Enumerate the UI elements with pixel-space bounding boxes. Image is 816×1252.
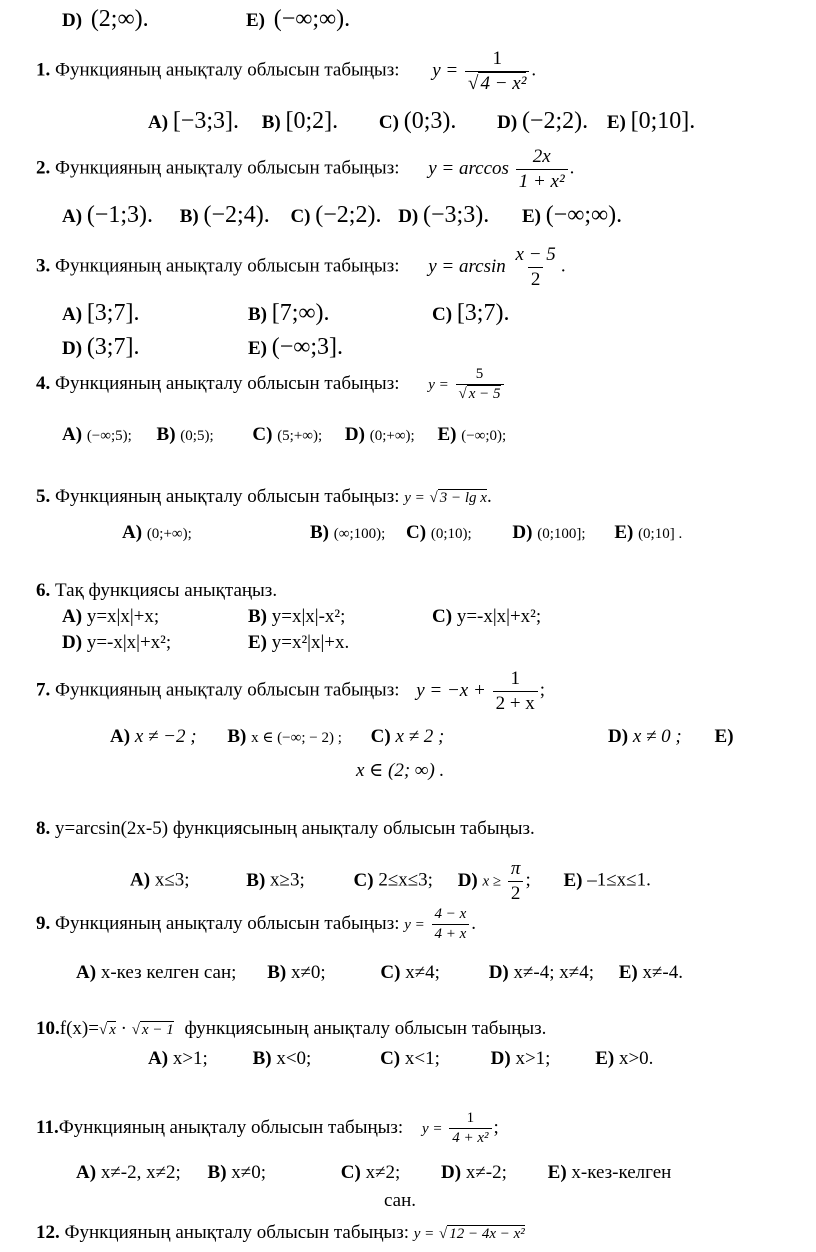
answer-a: (0;+∞); <box>146 526 192 542</box>
answer-value: (−∞;∞). <box>273 6 351 32</box>
formula-end: . <box>531 59 537 81</box>
formula-end: . <box>486 486 492 507</box>
answer-e-label: E) <box>437 424 457 445</box>
answer-a: y=x|x|+x; <box>86 606 160 627</box>
answer-d-label: D) <box>488 962 509 983</box>
answer-b-label: B) <box>261 112 281 133</box>
answer-e: x≠-4. <box>642 962 684 983</box>
question-text: Функцияның анықталу облысын табыңыз: <box>55 679 400 701</box>
answer-c: x<1; <box>404 1048 440 1069</box>
answer-d: (3;7]. <box>86 334 140 360</box>
formula-lhs: y = arccos <box>428 157 509 179</box>
answers-7e <box>356 760 444 782</box>
question-text: y=arcsin(2x-5) функциясының анықталу облысын табыңыз. <box>55 818 535 839</box>
answers-4 <box>62 424 506 446</box>
numerator: 4 − x <box>434 906 467 922</box>
answer-c: (−2;2). <box>315 202 382 228</box>
answer-b: [7;∞). <box>271 300 330 326</box>
answer-e-label: E) <box>521 206 541 227</box>
answer-c-label: C) <box>380 1048 401 1069</box>
formula-fraction <box>432 906 470 944</box>
question-number: 12. <box>36 1222 60 1243</box>
formula-fraction <box>465 48 529 95</box>
question-2 <box>36 146 574 193</box>
answers-3d <box>62 334 139 362</box>
answer-a-label: A) <box>62 304 83 325</box>
answer-d-label: D) <box>62 632 83 653</box>
answer-b: [0;2]. <box>285 108 339 134</box>
answer-c: 2≤x≤3; <box>378 869 433 891</box>
question-text: Функцияның анықталу облысын табыңыз: <box>55 157 400 179</box>
answer-b-label: B) <box>179 206 199 227</box>
answer-a: [3;7]. <box>86 300 140 326</box>
answer-d: x ≥ <box>482 873 502 890</box>
answer-c-label: C) <box>290 206 311 227</box>
answer-e: [0;10]. <box>630 108 696 134</box>
answer-c: x ≠ 2 ; <box>395 726 445 747</box>
answer-d-label: D) <box>497 112 518 133</box>
answer-e-label: E) <box>714 726 734 747</box>
answer-c-label: C) <box>252 424 273 445</box>
question-number: 1. <box>36 59 51 81</box>
answer-e: (−∞;3]. <box>271 334 344 360</box>
formula-end: . <box>560 255 566 277</box>
question-10 <box>36 1018 546 1040</box>
answer-a: x ≠ −2 ; <box>134 726 197 747</box>
answer-d: (0;100]; <box>537 526 586 542</box>
formula-dot: · <box>120 1018 127 1039</box>
numerator: 5 <box>475 366 484 382</box>
numerator: 1 <box>466 1110 475 1126</box>
question-text: Функцияның анықталу облысын табыңыз: <box>55 373 400 395</box>
answer-e-label: E) <box>547 1162 567 1183</box>
answers-11 <box>76 1162 671 1184</box>
formula-fraction <box>449 1110 491 1148</box>
question-number: 6. <box>36 580 51 601</box>
formula-fraction <box>513 244 559 291</box>
question-12 <box>36 1222 525 1244</box>
question-text: функциясының анықталу облысын табыңыз. <box>184 1018 547 1039</box>
question-1 <box>36 48 536 95</box>
answer-b: x<0; <box>276 1048 312 1069</box>
formula-lhs: y = <box>428 377 449 394</box>
answers-1 <box>148 108 695 136</box>
answer-label: E) <box>246 10 265 31</box>
denominator: 2 <box>508 881 524 905</box>
formula-lhs: y = −x + <box>416 679 486 701</box>
answer-b: y=x|x|-x²; <box>271 606 346 627</box>
answers-3e <box>248 334 343 362</box>
answer-a-label: A) <box>76 1162 97 1183</box>
question-5 <box>36 486 492 508</box>
question-text: Функцияның анықталу облысын табыңыз: <box>55 486 400 507</box>
answer-a-label: A) <box>122 522 143 543</box>
denominator: 1 + x² <box>516 169 568 193</box>
answers-6b <box>248 606 345 628</box>
question-text: Функцияның анықталу облысын табыңыз: <box>55 913 400 935</box>
answer-b: (0;5); <box>180 428 214 444</box>
answer-e-label: E) <box>618 962 638 983</box>
numerator: π <box>510 858 521 879</box>
answer-e: y=x²|x|+x. <box>271 632 350 653</box>
formula-fraction <box>493 668 538 715</box>
answers-10 <box>148 1048 653 1070</box>
answer-e: (0;10] . <box>638 526 683 542</box>
answer-b-label: B) <box>267 962 287 983</box>
answer-c-label: C) <box>380 962 401 983</box>
answer-b-label: B) <box>227 726 247 747</box>
answer-b-label: B) <box>310 522 329 543</box>
answer-d: x≠-2; <box>465 1162 507 1183</box>
answer-d: y=-x|x|+x²; <box>86 632 172 653</box>
answer-c: (0;10); <box>430 526 472 542</box>
answer-d-label: D) <box>344 424 365 445</box>
answer-e-label: E) <box>595 1048 615 1069</box>
answers-3b <box>248 300 330 328</box>
answer-a: x-кез келген сан; <box>100 962 237 983</box>
answers-3c <box>432 300 509 328</box>
formula-lhs: y = <box>421 1121 443 1138</box>
answer-d: x ≠ 0 ; <box>632 726 682 747</box>
answer-e: –1≤x≤1. <box>587 869 651 891</box>
top-line-e <box>246 6 350 34</box>
answer-b: x≠0; <box>231 1162 266 1183</box>
formula-lhs: f(x)= <box>59 1018 99 1039</box>
answer-b-label: B) <box>248 304 267 325</box>
formula-lhs: y = <box>404 490 425 506</box>
answer-e-label: E) <box>606 112 626 133</box>
answer-b-label: B) <box>252 1048 272 1069</box>
formula-radical-1: √ x <box>98 1022 116 1038</box>
question-8 <box>36 818 535 840</box>
answers-6e <box>248 632 349 654</box>
answer-a-label: A) <box>62 424 83 445</box>
answer-e: (−∞;∞). <box>545 202 623 228</box>
answer-b: x ∈ (−∞; − 2) ; <box>251 730 342 746</box>
denominator: 2 <box>528 267 544 291</box>
denominator: 2 + x <box>493 691 538 715</box>
denominator: √ x − 5 <box>456 384 504 403</box>
top-line <box>62 6 149 34</box>
answer-b: x≠0; <box>290 962 326 983</box>
question-text: Функцияның анықталу облысын табыңыз: <box>64 1222 409 1243</box>
formula-end: . <box>569 157 575 179</box>
answer-label: D) <box>62 10 83 31</box>
numerator: 1 <box>510 668 520 689</box>
answer-b-label: B) <box>246 869 266 891</box>
answer-e-continued: сан. <box>384 1190 417 1211</box>
answer-c-label: C) <box>406 522 427 543</box>
answer-d: x>1; <box>515 1048 551 1069</box>
answer-d: (−3;3). <box>423 202 490 228</box>
question-3 <box>36 244 566 291</box>
answers-6c <box>432 606 541 628</box>
answer-b-label: B) <box>248 606 267 627</box>
answer-a-label: A) <box>130 869 151 891</box>
answer-a-label: A) <box>148 1048 169 1069</box>
formula-lhs: y = <box>404 917 425 934</box>
answer-d-label: D) <box>490 1048 511 1069</box>
formula-fraction <box>516 146 568 193</box>
answer-a: (−1;3). <box>86 202 153 228</box>
question-number: 4. <box>36 373 51 395</box>
answer-d-label: D) <box>441 1162 462 1183</box>
denominator: 4 + x² <box>449 1128 491 1147</box>
answer-b-label: B) <box>207 1162 227 1183</box>
answer-a: [−3;3]. <box>172 108 239 134</box>
question-number: 3. <box>36 255 51 277</box>
answer-a-label: A) <box>62 206 83 227</box>
formula-fraction <box>456 366 504 404</box>
question-11 <box>36 1110 499 1148</box>
answer-e-label: E) <box>248 338 267 359</box>
question-number: 5. <box>36 486 51 507</box>
question-6 <box>36 580 277 602</box>
question-number: 11. <box>36 1117 59 1139</box>
question-text: Функцияның анықталу облысын табыңыз: <box>55 255 400 277</box>
answer-e: x ∈ (2; ∞) . <box>356 760 445 781</box>
answer-c: y=-x|x|+x²; <box>456 606 542 627</box>
numerator: 2x <box>532 146 551 167</box>
answers-2 <box>62 202 622 230</box>
answer-a: (−∞;5); <box>86 428 132 444</box>
answer-c-label: C) <box>340 1162 361 1183</box>
answer-d: (0;+∞); <box>369 428 415 444</box>
question-number: 2. <box>36 157 51 179</box>
question-number: 8. <box>36 818 51 839</box>
denominator: √ 4 − x² <box>465 71 529 95</box>
answer-b-label: B) <box>156 424 176 445</box>
question-text: Функцияның анықталу облысын табыңыз: <box>55 59 400 81</box>
answer-e: (−∞;0); <box>461 428 507 444</box>
answers-5b <box>310 522 682 544</box>
answer-d-label: D) <box>512 522 533 543</box>
answer-d: x≠-4; x≠4; <box>513 962 594 983</box>
numerator: 1 <box>492 48 502 69</box>
formula-end: ; <box>493 1117 499 1139</box>
formula-lhs: y = <box>432 59 459 81</box>
question-7 <box>36 668 545 715</box>
formula-lhs: y = <box>413 1226 435 1242</box>
answer-a: x≤3; <box>154 869 190 891</box>
formula-end: ; <box>539 679 546 701</box>
answers-6a <box>62 606 159 628</box>
answers-5 <box>122 522 192 544</box>
formula-end: . <box>471 913 477 935</box>
question-text: Тақ функциясы анықтаңыз. <box>55 580 278 601</box>
answer-d-label: D) <box>608 726 629 747</box>
answer-d: (−2;2). <box>521 108 589 134</box>
answer-a-label: A) <box>148 112 169 133</box>
answer-d-label: D) <box>398 206 419 227</box>
question-number: 9. <box>36 913 51 935</box>
answer-c-label: C) <box>432 606 453 627</box>
answer-c-label: C) <box>353 869 374 891</box>
question-text: Функцияның анықталу облысын табыңыз: <box>58 1117 404 1139</box>
answer-a-label: A) <box>76 962 97 983</box>
question-9 <box>36 906 476 944</box>
answer-e-label: E) <box>248 632 267 653</box>
answer-c: (0;3). <box>403 108 457 134</box>
denominator: 4 + x <box>432 924 470 943</box>
answer-c: x≠4; <box>405 962 440 983</box>
answers-8 <box>130 858 651 905</box>
answer-e-label: E) <box>614 522 634 543</box>
answer-d-fraction <box>508 858 524 905</box>
answer-a: x≠-2, x≠2; <box>100 1162 181 1183</box>
answer-d-label: D) <box>457 869 478 891</box>
answers-7 <box>110 726 444 748</box>
answer-a-label: A) <box>62 606 83 627</box>
question-4 <box>36 366 506 404</box>
answer-c: [3;7). <box>456 300 510 326</box>
formula-radical-2: √ x − 1 <box>131 1022 174 1038</box>
answer-c: (5;+∞); <box>277 428 323 444</box>
answers-6d <box>62 632 171 654</box>
answer-e: x>0. <box>618 1048 654 1069</box>
answer-e: x-кез-келген <box>571 1162 672 1183</box>
answers-3a <box>62 300 139 328</box>
formula-radical: √ 3 − lg x <box>429 490 487 506</box>
question-number: 10. <box>36 1018 60 1039</box>
formula-lhs: y = arcsin <box>428 255 506 277</box>
answer-e-label: E) <box>563 869 583 891</box>
answer-c-label: C) <box>378 112 399 133</box>
answer-c-label: C) <box>432 304 453 325</box>
answer-b: (−2;4). <box>203 202 270 228</box>
question-number: 7. <box>36 679 51 701</box>
answers-9 <box>76 962 683 984</box>
numerator: x − 5 <box>515 244 556 265</box>
answers-7d <box>608 726 734 748</box>
answer-a-label: A) <box>110 726 131 747</box>
answer-a: x>1; <box>172 1048 208 1069</box>
answer-d-label: D) <box>62 338 83 359</box>
formula-radical: √ 12 − 4x − x² <box>439 1226 525 1242</box>
answer-c-label: C) <box>370 726 391 747</box>
answer-c: x≠2; <box>365 1162 401 1183</box>
answer-b: x≥3; <box>270 869 305 891</box>
answer-value: (2;∞). <box>90 6 149 32</box>
answer-d-end: ; <box>525 869 531 891</box>
answer-11-cont <box>384 1190 416 1212</box>
answer-b: (∞;100); <box>333 526 386 542</box>
